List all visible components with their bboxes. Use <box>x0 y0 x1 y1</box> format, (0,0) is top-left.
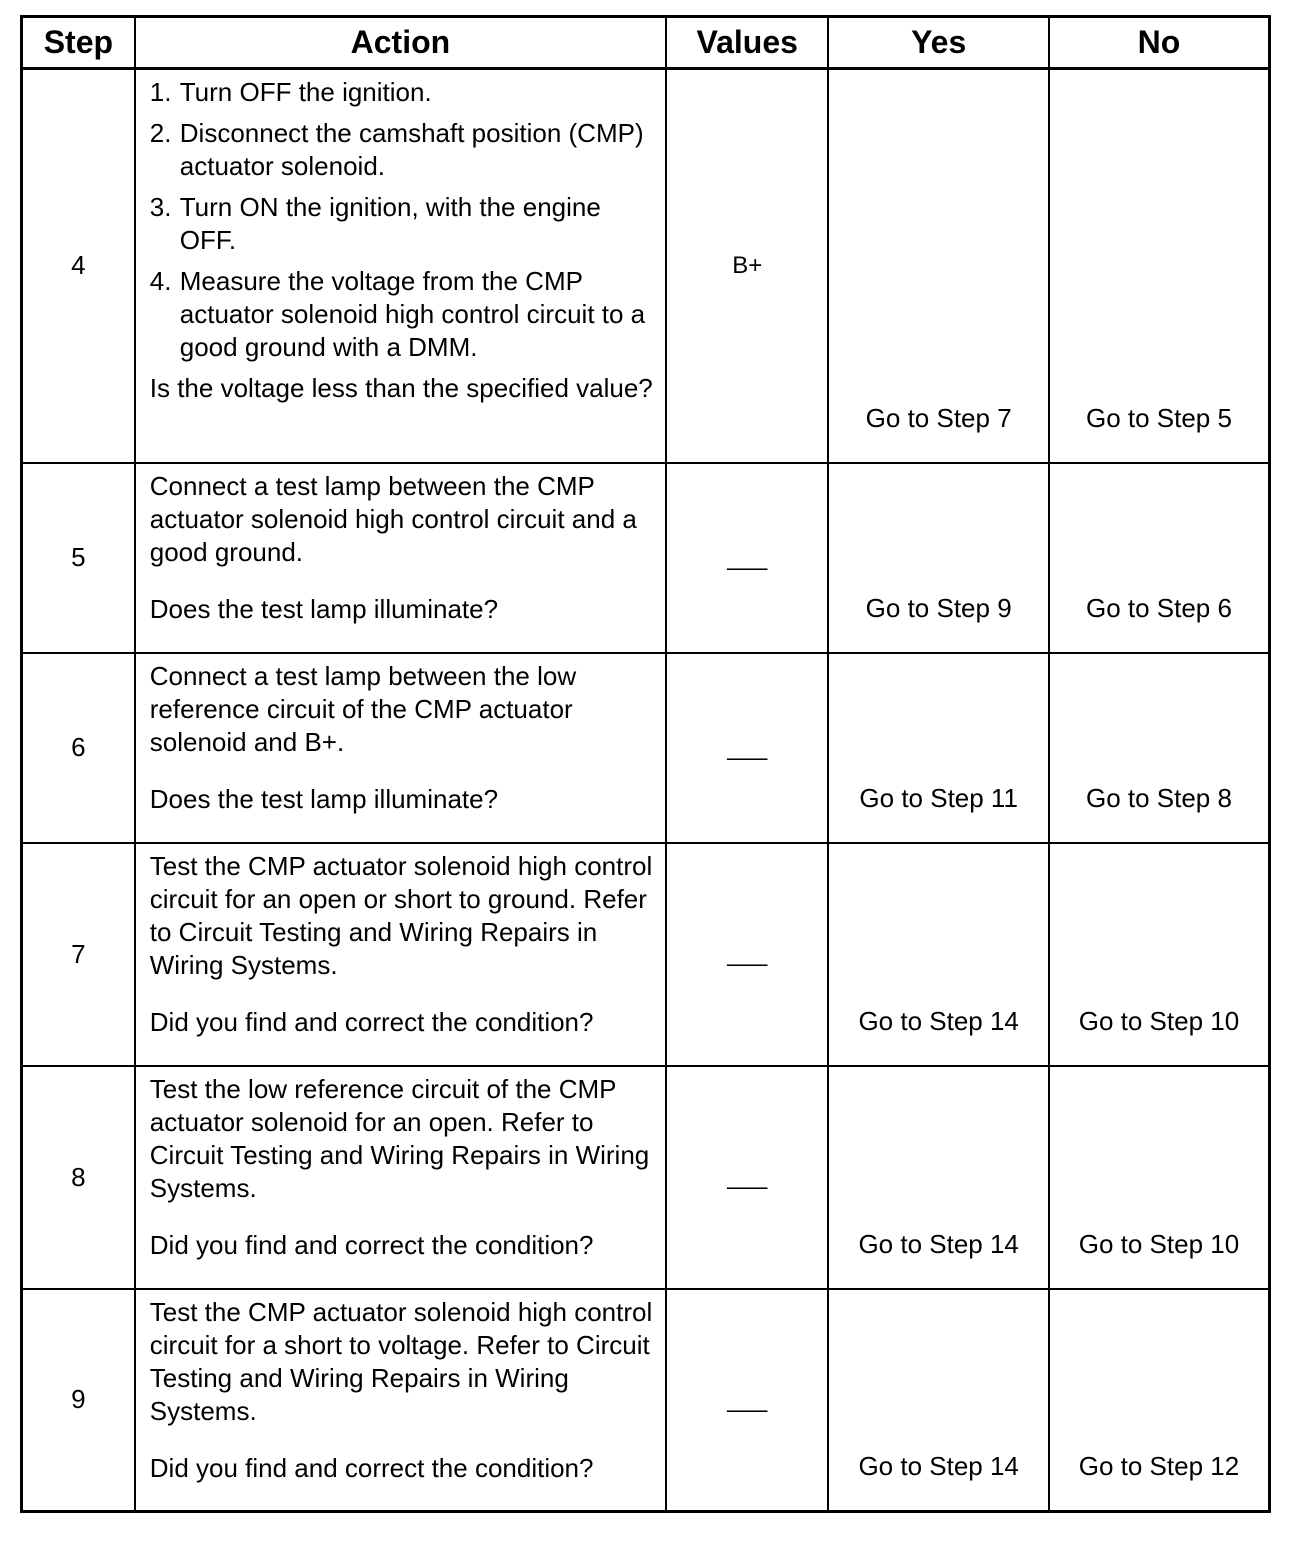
action-question: Did you find and correct the condition? <box>149 1006 594 1037</box>
header-row <box>22 17 1270 69</box>
action-cell <box>135 653 666 843</box>
action-step <box>150 191 655 257</box>
step-number: 8 <box>22 1066 135 1289</box>
header-action: Action <box>135 17 666 69</box>
action-question: Does the test lamp illuminate? <box>149 783 499 814</box>
table-row <box>22 69 1270 463</box>
step-number: 9 <box>22 1289 135 1512</box>
value-cell: ___ <box>666 653 828 843</box>
action-step-text: Turn OFF the ignition. <box>179 77 432 107</box>
action-text: Connect a test lamp between the CMP actuator solenoid high control circuit and a good ground. <box>149 470 637 567</box>
no-outcome: Go to Step 10 <box>1049 1066 1270 1289</box>
step-number: 5 <box>22 463 135 653</box>
action-step-list <box>150 76 655 364</box>
yes-outcome: Go to Step 7 <box>828 69 1049 463</box>
action-step-text: Measure the voltage from the CMP actuator solenoid high control circuit to a good ground with a DMM. <box>179 266 646 362</box>
action-step-text: Disconnect the camshaft position (CMP) actuator solenoid. <box>179 118 644 181</box>
action-step-number: 1. <box>149 77 172 107</box>
action-cell <box>135 463 666 653</box>
table-row <box>22 843 1270 1066</box>
yes-outcome: Go to Step 14 <box>828 843 1049 1066</box>
action-cell <box>135 69 666 463</box>
action-step <box>150 265 655 364</box>
value-cell: ___ <box>666 1289 828 1512</box>
value-cell: ___ <box>666 1066 828 1289</box>
action-step-number: 2. <box>149 118 172 148</box>
action-step <box>150 76 655 109</box>
action-cell <box>135 1289 666 1512</box>
action-text: Test the low reference circuit of the CMP actuator solenoid for an open. Refer to Circuit Testing and Wiring Repairs in Wiring Systems. <box>149 1073 650 1203</box>
header-yes: Yes <box>828 17 1049 69</box>
action-text: Test the CMP actuator solenoid high control circuit for a short to voltage. Refer to Circuit Testing and Wiring Repairs in Wiring Systems. <box>149 1296 653 1426</box>
step-number: 6 <box>22 653 135 843</box>
no-outcome: Go to Step 6 <box>1049 463 1270 653</box>
action-text: Test the CMP actuator solenoid high control circuit for an open or short to ground. Refer to Circuit Testing and Wiring Repairs in Wiring Systems. <box>149 850 653 980</box>
yes-outcome: Go to Step 14 <box>828 1289 1049 1512</box>
diagnostic-table <box>20 15 1271 1513</box>
action-step-number: 3. <box>149 192 172 222</box>
table-row <box>22 463 1270 653</box>
action-cell <box>135 1066 666 1289</box>
action-question: Did you find and correct the condition? <box>149 1229 594 1260</box>
value-cell: ___ <box>666 463 828 653</box>
header-values: Values <box>666 17 828 69</box>
yes-outcome: Go to Step 14 <box>828 1066 1049 1289</box>
action-question: Does the test lamp illuminate? <box>149 593 499 624</box>
action-step-text: Turn ON the ignition, with the engine OFF. <box>179 192 601 255</box>
action-question: Is the voltage less than the specified value? <box>149 373 653 403</box>
no-outcome: Go to Step 8 <box>1049 653 1270 843</box>
table-row <box>22 653 1270 843</box>
header-step: Step <box>22 17 135 69</box>
no-outcome: Go to Step 5 <box>1049 69 1270 463</box>
action-question: Did you find and correct the condition? <box>149 1452 594 1483</box>
table-row <box>22 1066 1270 1289</box>
header-no: No <box>1049 17 1270 69</box>
step-number: 7 <box>22 843 135 1066</box>
table-row <box>22 1289 1270 1512</box>
step-number: 4 <box>22 69 135 463</box>
action-step-number: 4. <box>149 266 172 296</box>
yes-outcome: Go to Step 11 <box>828 653 1049 843</box>
yes-outcome: Go to Step 9 <box>828 463 1049 653</box>
no-outcome: Go to Step 12 <box>1049 1289 1270 1512</box>
action-text: Connect a test lamp between the low reference circuit of the CMP actuator solenoid and B+. <box>149 660 577 757</box>
value-cell: ___ <box>666 843 828 1066</box>
action-step <box>150 117 655 183</box>
action-cell <box>135 843 666 1066</box>
no-outcome: Go to Step 10 <box>1049 843 1270 1066</box>
value-cell: B+ <box>666 69 828 463</box>
